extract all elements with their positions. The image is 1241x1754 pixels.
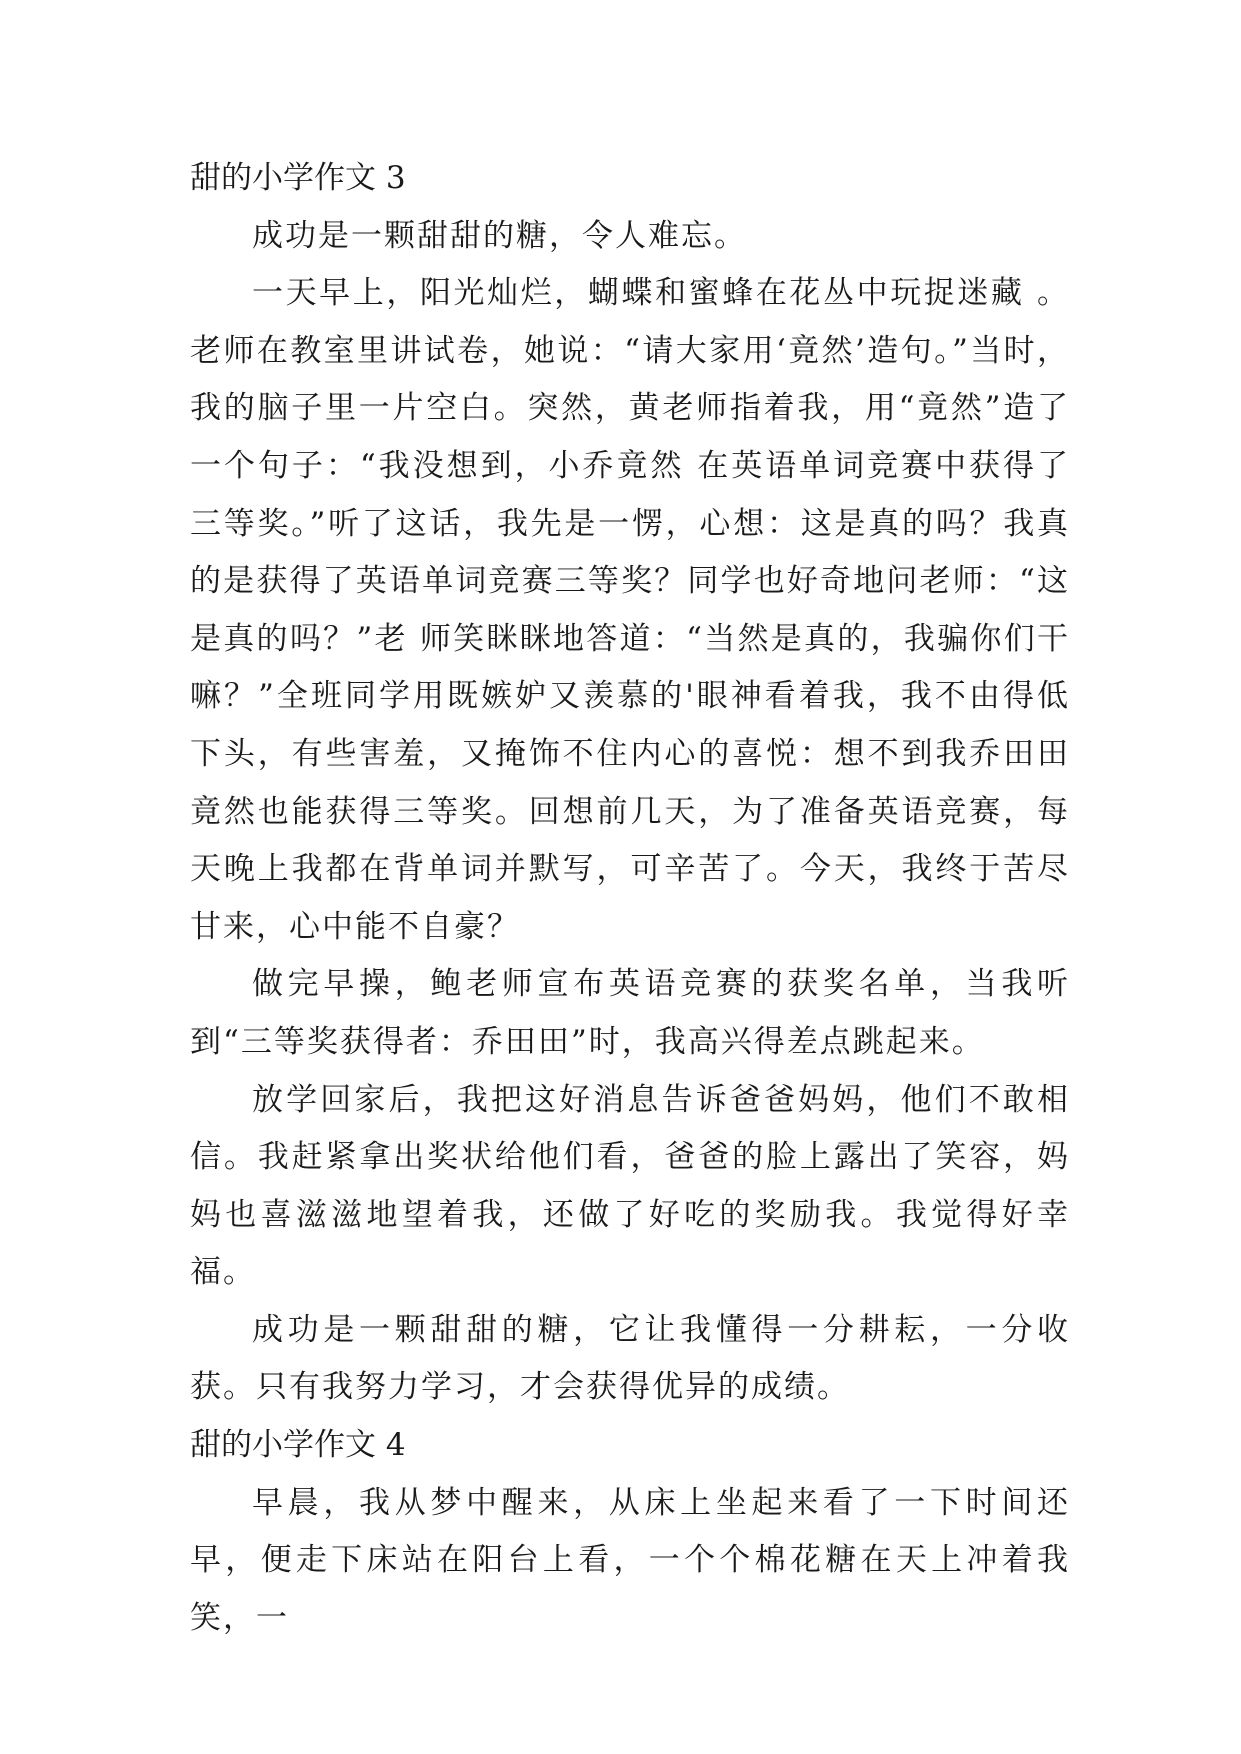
section-title: 甜的小学作文 4 bbox=[190, 1427, 406, 1464]
paragraph: 成功是一颗甜甜的糖，它让我懂得一分耕耘，一分收获。只有我努力学习，才会获得优异的成绩。 bbox=[190, 1311, 1070, 1406]
document-page bbox=[190, 150, 1070, 1647]
paragraph: 成功是一颗甜甜的糖，令人难忘。 bbox=[252, 217, 747, 254]
paragraph: 一天早上，阳光灿烂，蝴蝶和蜜蜂在花丛中玩捉迷藏 。老师在教室里讲试卷，她说：“请大家用‘竟然’造句。”当时，我的脑子里一片空白。突然，黄老师指着我，用“竟然”造了一个句子：“我没想到，小乔竟然 在英语单词竞赛中获得了三等奖。”听了这话，我先是一愣，心想：这是真的吗？我真的是获得了英语单词竞赛三等奖？同学也好奇地问老师：“这是真的吗？”老 师笑眯眯地答道：“当然是真的，我骗你们干嘛？”全班同学用既嫉妒又羡慕的'眼神看着我，我不由得低下头，有些害羞，又掩饰不住内心的喜悦：想不到我乔田田 竟然也能获得三等奖。回想前几天，为了准备英语竞赛，每天晚上我都在背单词并默写，可辛苦了。今天，我终于苦尽甘来，心中能不自豪？ bbox=[190, 275, 1070, 945]
paragraph: 早晨，我从梦中醒来，从床上坐起来看了一下时间还早，便走下床站在阳台上看，一个个棉花糖在天上冲着我笑，一 bbox=[190, 1484, 1070, 1636]
section-title: 甜的小学作文 3 bbox=[190, 160, 406, 196]
paragraph: 放学回家后，我把这好消息告诉爸爸妈妈，他们不敢相信。我赶紧拿出奖状给他们看，爸爸的脸上露出了笑容，妈妈也喜滋滋地望着我，还做了好吃的奖励我。我觉得好幸福。 bbox=[190, 1081, 1070, 1291]
paragraph: 做完早操，鲍老师宣布英语竞赛的获奖名单，当我听到“三等奖获得者：乔田田”时，我高兴得差点跳起来。 bbox=[190, 966, 1070, 1060]
